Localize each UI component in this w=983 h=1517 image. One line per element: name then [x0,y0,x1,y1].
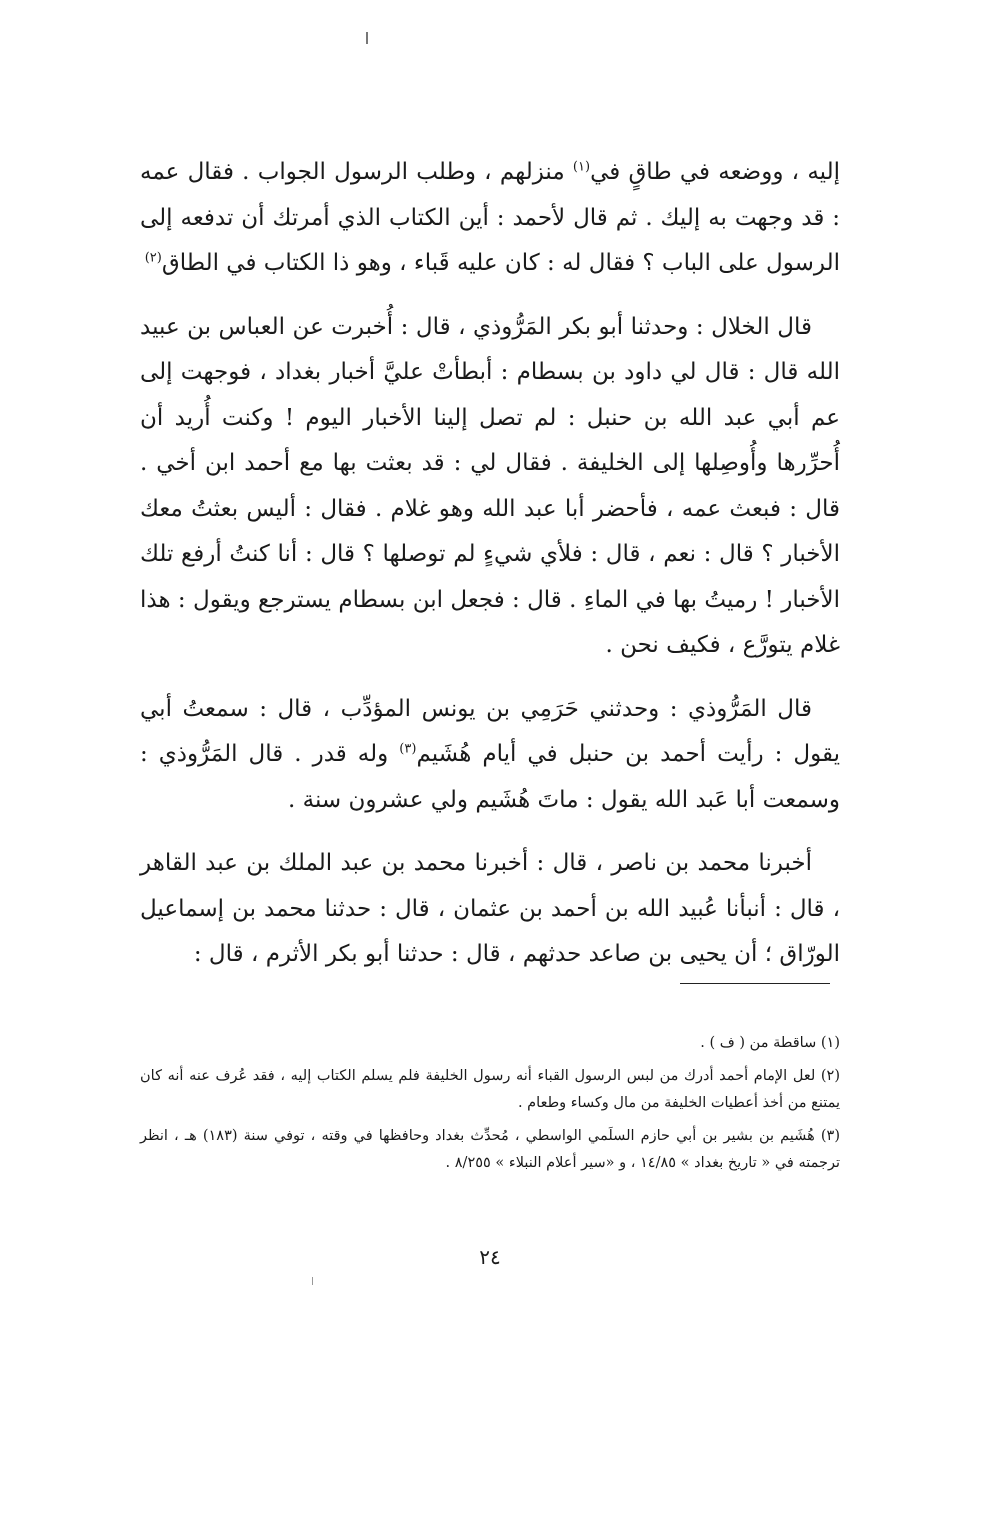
paragraph-4: أخبرنا محمد بن ناصر ، قال : أخبرنا محمد بن عبد الملك بن عبد القاهر ، قال : أنبأنا عُبيد الله بن أحمد بن عثمان ، قال : حدثنا محمد بن إسماعيل الورّاق ؛ أن يحيى بن صاعد حدثهم ، قال : حدثنا أبو بكر الأثرم ، قال : [140,850,840,967]
footnote-ref-1: (١) [572,159,591,175]
footnote-ref-3: (٣) [399,741,417,757]
scan-mark [366,32,368,44]
footnote-3: (٣) هُشَيم بن بشير بن أبي حازم السلَمي الواسطي ، مُحدِّث بغداد وحافظها في وقته ، توفي سنة (١٨٣) هـ ، انظر ترجمته في « تاريخ بغداد » ١٤/٨٥ ، و «سير أعلام النبلاء » ٨/٢٥٥ . [140,1128,840,1171]
footnote-2: (٢) لعل الإمام أحمد أدرك من لبس الرسول القباء أنه رسول الخليفة فلم يسلم الكتاب إليه ، فقد عُرف عنه أنه كان يمتنع من أخذ أعطيات الخليفة من مال وكساء وطعام . [140,1068,840,1111]
main-text [140,150,840,978]
footnote-separator [680,983,830,984]
paragraph-1 [140,150,840,287]
paragraph-2: قال الخلال : وحدثنا أبو بكر المَرُّوذي ، قال : أُخبرت عن العباس بن عبيد الله قال : قال لي داود بن بسطام : أبطأتْ عليَّ أخبار بغداد ، فوجهت إلى عم أبي عبد الله بن حنبل : لم تصل إلينا الأخبار اليوم ! وكنت أُريد أن أُحرِّرها وأُوصِلها إلى الخليفة . فقال لي : قد بعثت بها مع أحمد ابن أخي . قال : فبعث عمه ، فأحضر أبا عبد الله وهو غلام . فقال : أليس بعثتُ معك الأخبار ؟ قال : نعم ، قال : فلأي شيءٍ لم توصلها ؟ قال : أنا كنتُ أرفع تلك الأخبار ! رميتُ بها في الماءِ . قال : فجعل ابن بسطام يسترجع ويقول : هذا غلام يتورَّع ، فكيف نحن . [140,313,840,658]
footnote-1: (١) ساقطة من ( ف ) . [700,1035,840,1051]
page-number: ٢٤ [479,1245,501,1269]
paragraph-3-text-b: وله قدر . قال المَرُّوذي : وسمعت أبا عَبد الله يقول : ماتَ هُشَيم ولي عشرون سنة . [140,741,840,813]
paragraph-3-text-a: قال المَرُّوذي : وحدثني حَرَمِي بن يونس المؤدِّب ، قال : سمعتُ أبي يقول : رأيت أحمد بن حنبل في أيام هُشَيم [140,695,841,767]
footnote-ref-2: (٢) [144,250,162,266]
paragraph-1-text-b: منزلهم ، وطلب الرسول الجواب . فقال عمه : قد وجهت به إليك . ثم قال لأحمد : أين الكتاب الذي أمرتك أن تدفعه إلى الرسول على الباب ؟ فقال له : كان عليه قَباء ، وهو ذا الكتاب في الطاق [140,159,840,276]
paragraph-1-text-a: إليه ، ووضعه في طاقٍ في [590,159,840,185]
footnotes [140,1030,840,1183]
scan-speck [312,1277,313,1285]
paragraph-3 [140,687,840,824]
